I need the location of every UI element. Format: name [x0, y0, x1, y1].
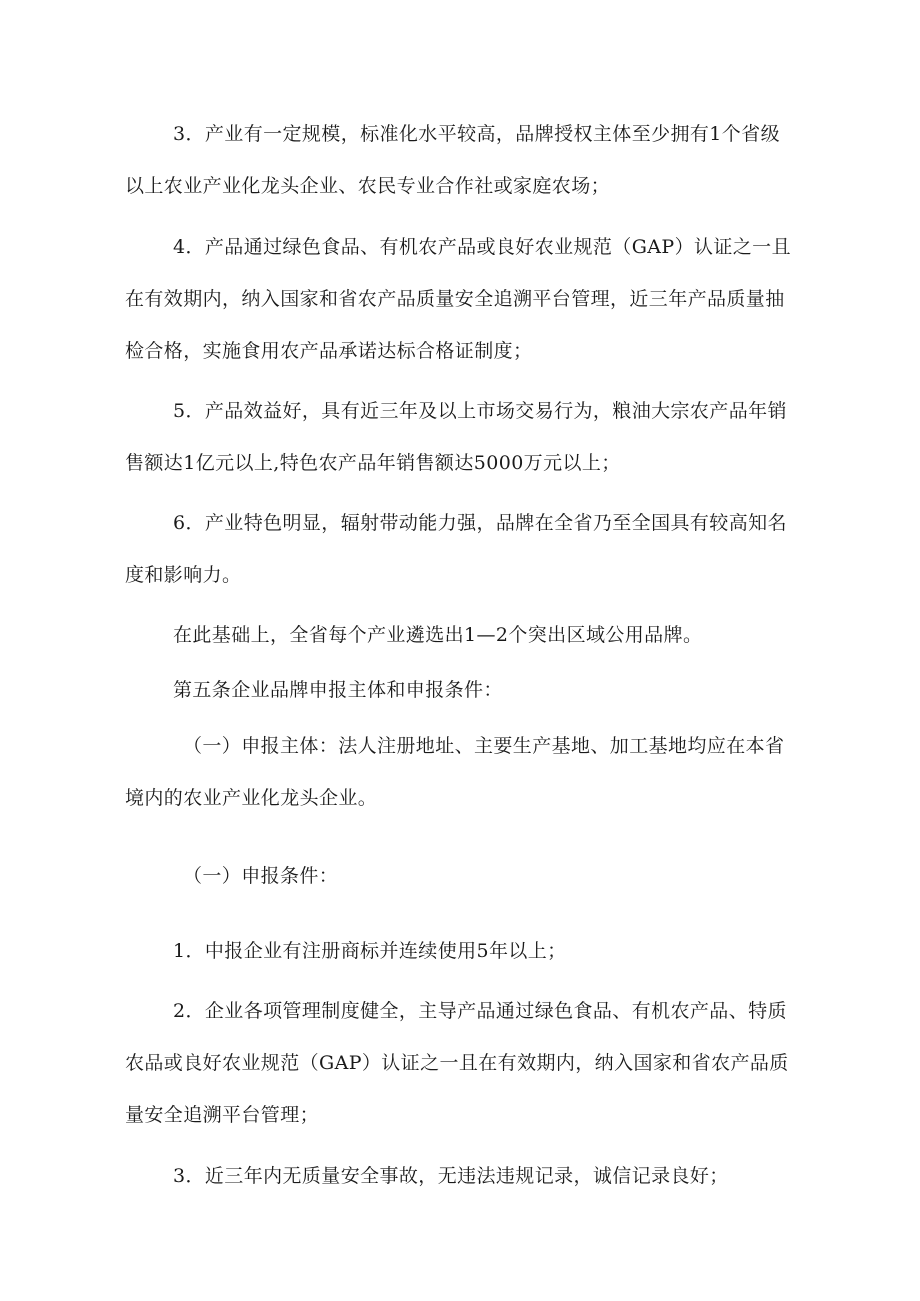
paragraph-selection-note: 在此基础上，全省每个产业遴选出1—2个突出区域公用品牌。 — [173, 624, 703, 646]
paragraph-condition-3-safety: 3．近三年内无质量安全事故，无违法违规记录，诚信记录良好； — [173, 1165, 729, 1187]
paragraph-condition-1-trademark: 1．中报企业有注册商标并连续使用5年以上； — [173, 940, 567, 962]
paragraph-applicant-subject: （一）申报主体：法人注册地址、主要生产基地、加工基地均应在本省境内的农业产业化龙头企业。 — [125, 735, 785, 809]
paragraph-item-6-feature: 6．产业特色明显，辐射带动能力强，品牌在全省乃至全国具有较高知名度和影响力。 — [125, 512, 787, 586]
paragraph-article-five-heading: 第五条企业品牌申报主体和申报条件： — [173, 679, 503, 701]
paragraph-condition-2-management: 2．企业各项管理制度健全，主导产品通过绿色食品、有机农产品、特质农品或良好农业规范（GAP）认证之一且在有效期内，纳入国家和省农产品质量安全追溯平台管理； — [125, 1000, 789, 1126]
paragraph-item-4-certification: 4．产品通过绿色食品、有机农产品或良好农业规范（GAP）认证之一且在有效期内，纳入国家和省农产品质量安全追溯平台管理，近三年产品质量抽检合格，实施食用农产品承诺达标合格证制度； — [125, 236, 791, 362]
paragraph-item-5-benefit: 5．产品效益好，具有近三年及以上市场交易行为，粮油大宗农产品年销售额达1亿元以上,特色农产品年销售额达5000万元以上； — [125, 400, 787, 474]
paragraph-item-3-scale: 3．产业有一定规模，标准化水平较高，品牌授权主体至少拥有1个省级以上农业产业化龙头企业、农民专业合作社或家庭农场； — [125, 123, 780, 197]
paragraph-application-conditions-heading: （一）申报条件： — [183, 865, 339, 887]
